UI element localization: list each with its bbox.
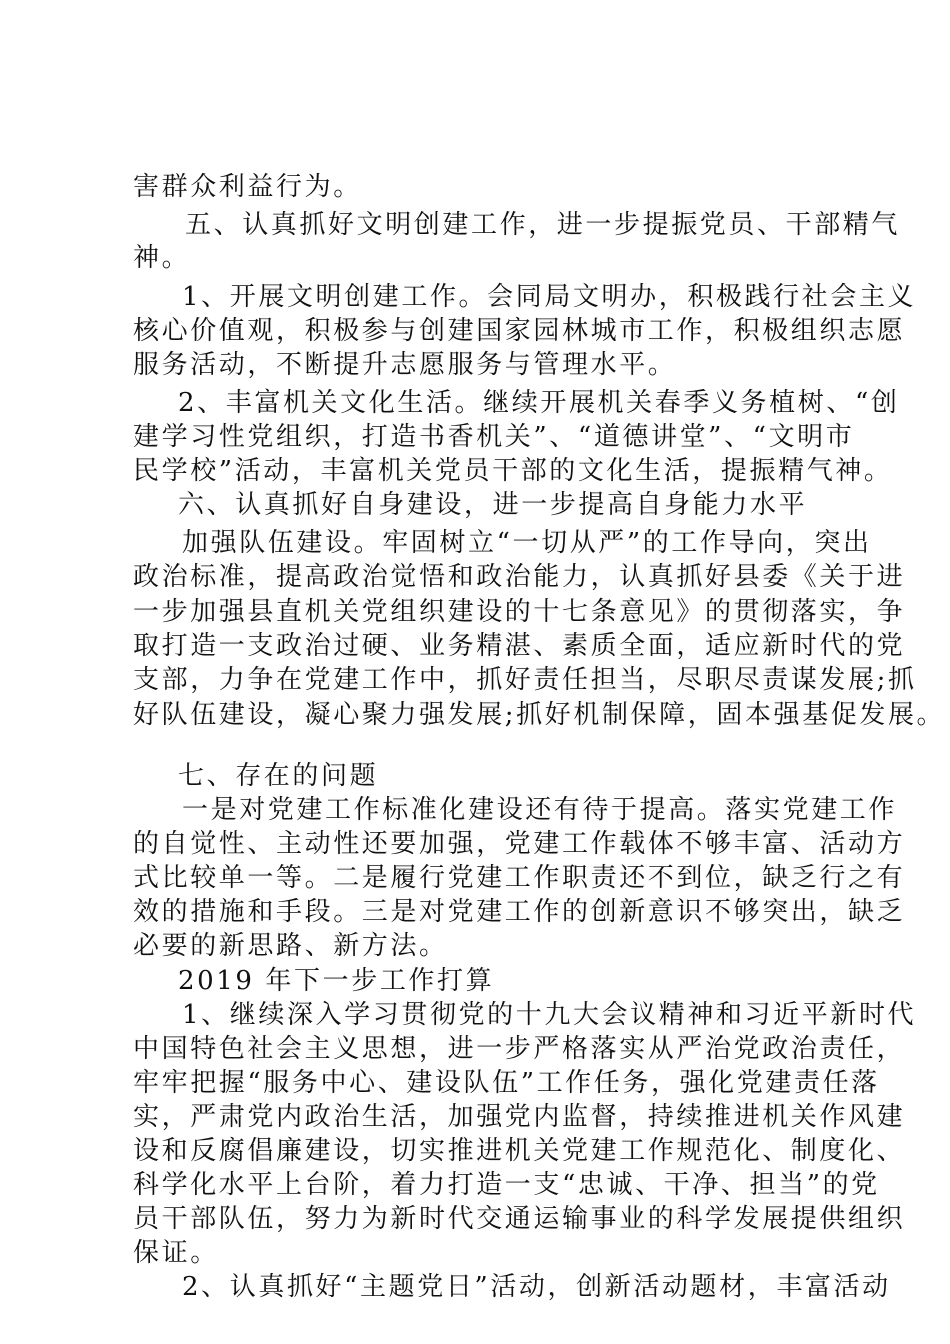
text-line: 设和反腐倡廉建设，切实推进机关党建工作规范化、制度化、 — [133, 1136, 906, 1166]
text-line: 保证。 — [133, 1238, 219, 1268]
text-line: 2、丰富机关文化生活。继续开展机关春季义务植树、“创 — [178, 388, 900, 418]
text-line: 式比较单一等。二是履行党建工作职责还不到位，缺乏行之有 — [133, 863, 906, 893]
text-line: 好队伍建设，凝心聚力强发展;抓好机制保障，固本强基促发展。 — [133, 700, 946, 730]
text-line: 必要的新思路、新方法。 — [133, 931, 448, 961]
text-line: 害群众利益行为。 — [133, 172, 362, 202]
text-line: 一是对党建工作标准化建设还有待于提高。落实党建工作 — [182, 795, 898, 825]
text-line: 实，严肃党内政治生活，加强党内监督，持续推进机关作风建 — [133, 1102, 906, 1132]
text-line: 神。 — [133, 243, 191, 273]
text-line: 政治标准，提高政治觉悟和政治能力，认真抓好县委《关于进 — [133, 562, 906, 592]
text-line: 民学校”活动，丰富机关党员干部的文化生活，提振精气神。 — [133, 456, 893, 486]
text-line: 支部，力争在党建工作中，抓好责任担当，尽职尽责谋发展;抓 — [133, 665, 917, 695]
text-line: 服务活动，不断提升志愿服务与管理水平。 — [133, 350, 677, 380]
text-line: 中国特色社会主义思想，进一步严格落实从严治党政治责任， — [133, 1034, 906, 1064]
text-line: 加强队伍建设。牢固树立“一切从严”的工作导向，突出 — [182, 528, 872, 558]
section-heading: 2019 年下一步工作打算 — [178, 966, 495, 996]
section-heading: 六、认真抓好自身建设，进一步提高自身能力水平 — [178, 490, 808, 520]
text-line: 1、开展文明创建工作。会同局文明办，积极践行社会主义 — [182, 282, 917, 312]
text-line: 2、认真抓好“主题党日”活动，创新活动题材，丰富活动 — [182, 1272, 891, 1302]
text-line: 的自觉性、主动性还要加强，党建工作载体不够丰富、活动方 — [133, 829, 906, 859]
section-heading: 七、存在的问题 — [178, 761, 379, 791]
section-heading: 五、认真抓好文明创建工作，进一步提振党员、干部精气 — [185, 210, 901, 240]
text-line: 员干部队伍，努力为新时代交通运输事业的科学发展提供组织 — [133, 1204, 906, 1234]
text-line: 牢牢把握“服务中心、建设队伍”工作任务，强化党建责任落 — [133, 1068, 880, 1098]
text-line: 1、继续深入学习贯彻党的十九大会议精神和习近平新时代 — [182, 1000, 917, 1030]
text-line: 建学习性党组织，打造书香机关”、“道德讲堂”、“文明市 — [133, 422, 855, 452]
text-line: 效的措施和手段。三是对党建工作的创新意识不够突出，缺乏 — [133, 897, 906, 927]
text-line: 一步加强县直机关党组织建设的十七条意见》的贯彻落实，争 — [133, 597, 906, 627]
text-line: 科学化水平上台阶，着力打造一支“忠诚、干净、担当”的党 — [133, 1170, 880, 1200]
text-line: 取打造一支政治过硬、业务精湛、素质全面，适应新时代的党 — [133, 631, 906, 661]
text-line: 核心价值观，积极参与创建国家园林城市工作，积极组织志愿 — [133, 316, 906, 346]
